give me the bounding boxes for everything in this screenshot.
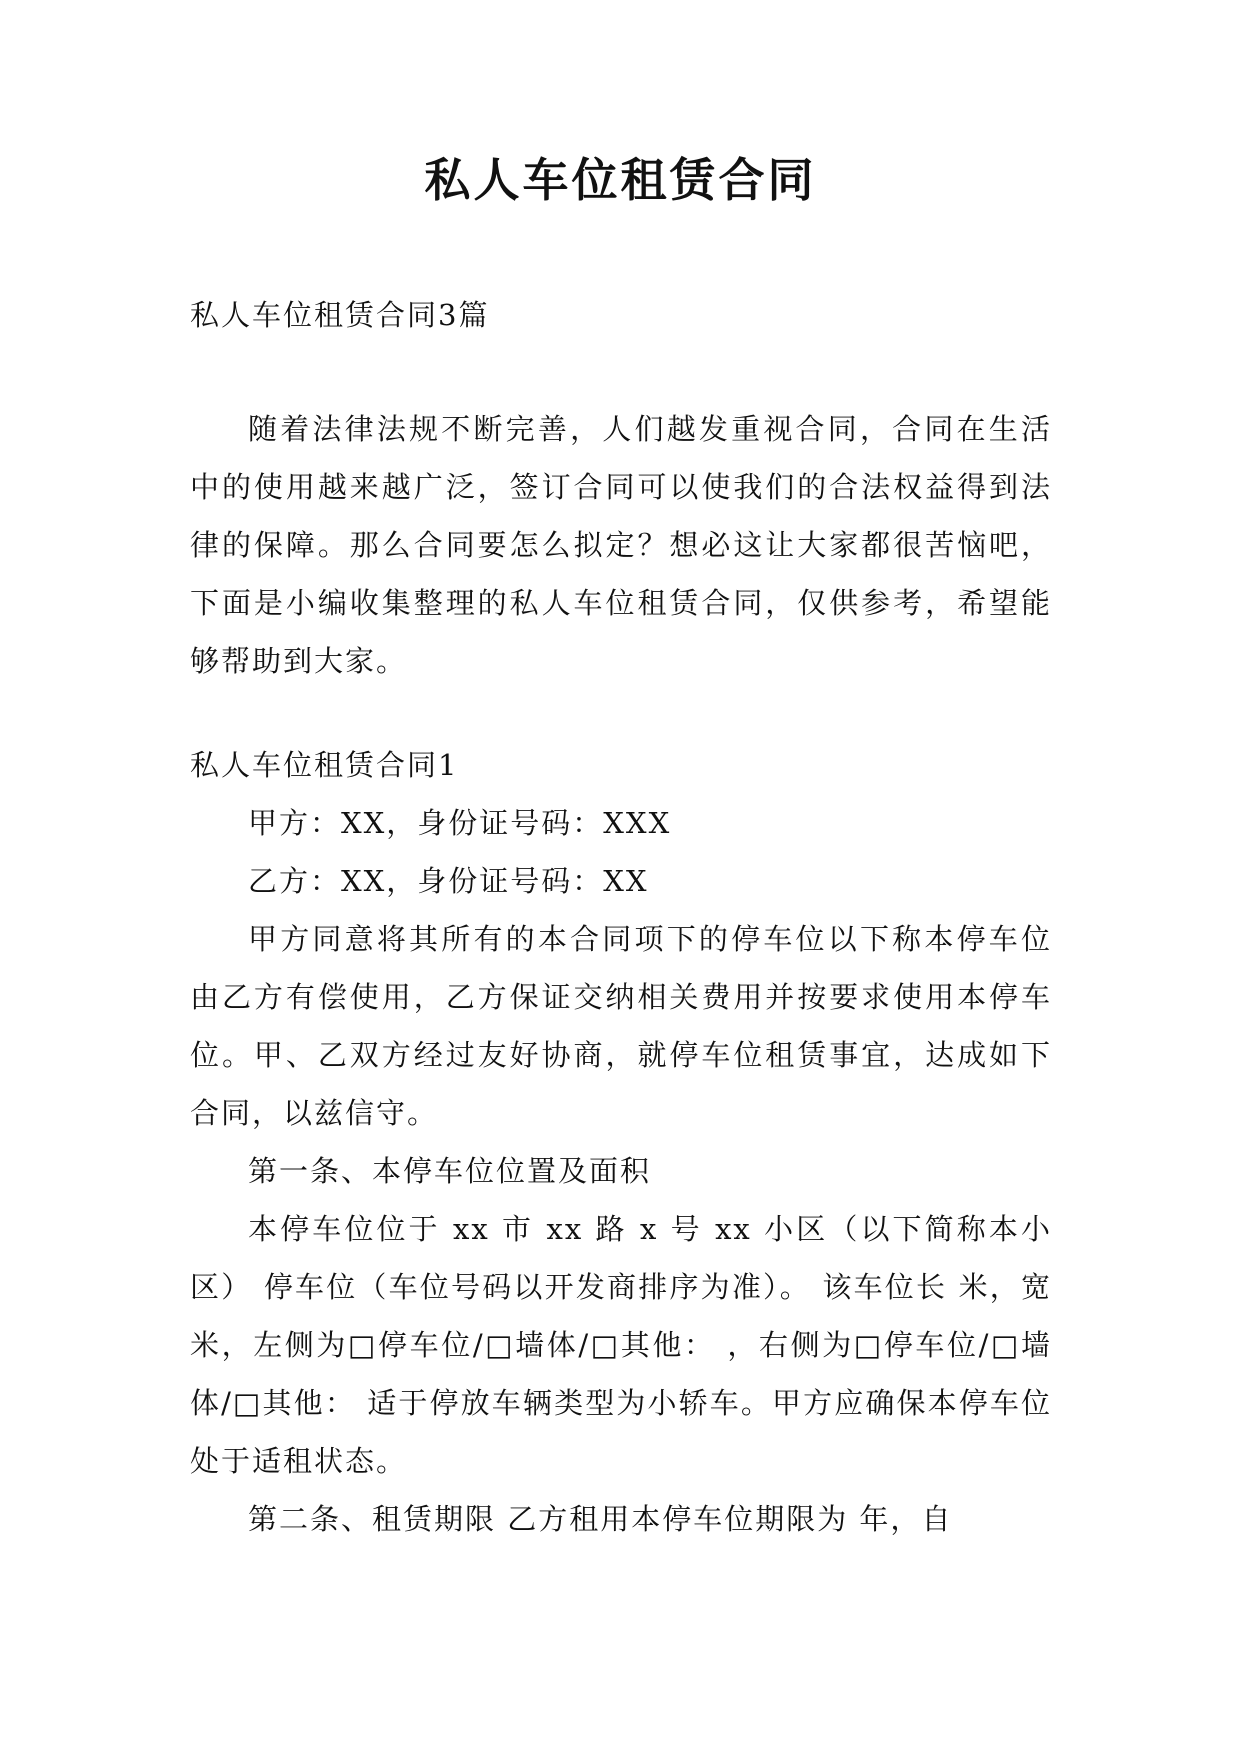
preamble-paragraph: 甲方同意将其所有的本合同项下的停车位以下称本停车位由乙方有偿使用，乙方保证交纳相关费用并按要求使用本停车位。甲、乙双方经过友好协商，就停车位租赁事宜，达成如下合同，以兹信守。 xyxy=(190,922,1052,1130)
document-body xyxy=(190,286,1052,1548)
party-a-line: 甲方：XX，身份证号码：XXX xyxy=(248,806,672,840)
document-subtitle: 私人车位租赁合同3篇 xyxy=(190,298,490,332)
party-b-line: 乙方：XX，身份证号码：XX xyxy=(248,864,649,898)
article-1-heading: 第一条、本停车位位置及面积 xyxy=(248,1154,652,1188)
document-title: 私人车位租赁合同 xyxy=(424,153,817,207)
article-2-partial: 第二条、租赁期限 乙方租用本停车位期限为 年，自 xyxy=(248,1502,953,1536)
intro-paragraph: 随着法律法规不断完善，人们越发重视合同，合同在生活中的使用越来越广泛，签订合同可以使我们的合法权益得到法律的保障。那么合同要怎么拟定？想必这让大家都很苦恼吧，下面是小编收集整理的私人车位租赁合同，仅供参考，希望能够帮助到大家。 xyxy=(190,412,1052,678)
article-1-body: 本停车位位于 xx 市 xx 路 x 号 xx 小区（以下简称本小区） 停车位（车位号码以开发商排序为准）。 该车位长 米，宽 米，左侧为□停车位/□墙体/□其他： ，右侧为□停车位/□墙体/□其他： 适于停放车辆类型为小轿车。甲方应确保本停车位处于适租状态。 xyxy=(190,1212,1052,1478)
section-heading: 私人车位租赁合同1 xyxy=(190,748,459,782)
